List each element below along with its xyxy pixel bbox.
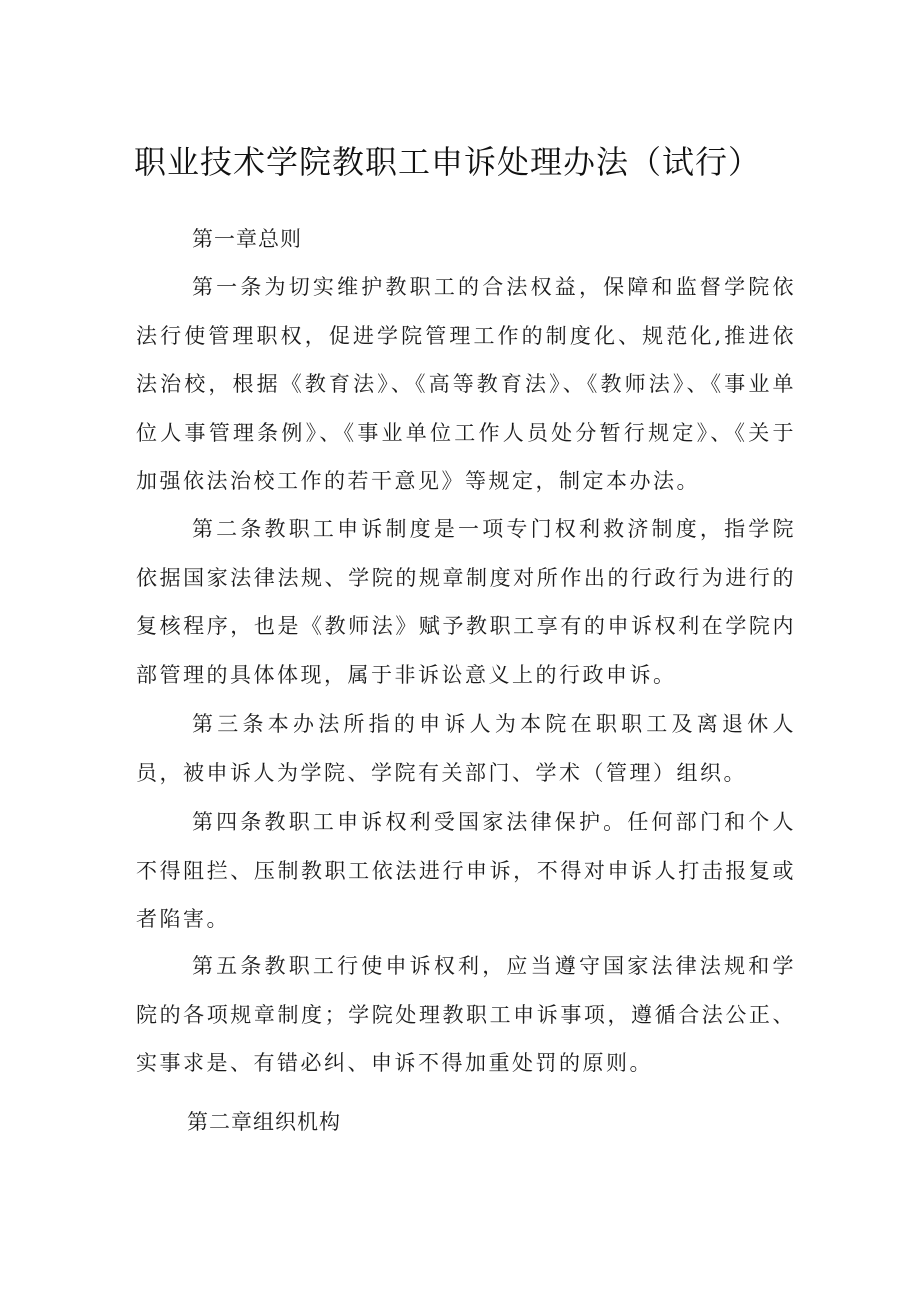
document-title: 职业技术学院教职工申诉处理办法（试行）	[134, 143, 762, 181]
chapter-heading-organization: 第二章组织机构	[187, 1110, 341, 1134]
article-2: 第二条教职工申诉制度是一项专门权利救济制度，指学院依据国家法律法规、学院的规章制度对所作出的行政行为进行的复核程序，也是《教师法》赋予教职工享有的申诉权利在学院内部管理的具体体现，属于非诉讼意义上的行政申诉。	[136, 517, 796, 687]
article-3: 第三条本办法所指的申诉人为本院在职职工及离退休人员，被申诉人为学院、学院有关部门、学术（管理）组织。	[136, 712, 796, 785]
article-1: 第一条为切实维护教职工的合法权益，保障和监督学院依法行使管理职权，促进学院管理工作的制度化、规范化,推进依法治校，根据《教育法》、《高等教育法》、《教师法》、《事业单位人事管理条例》、《事业单位工作人员处分暂行规定》、《关于加强依法治校工作的若干意见》等规定，制定本办法。	[136, 275, 796, 493]
chapter-heading-general: 第一章总则	[192, 227, 302, 251]
article-5: 第五条教职工行使申诉权利，应当遵守国家法律法规和学院的各项规章制度；学院处理教职工申诉事项，遵循合法公正、实事求是、有错必纠、申诉不得加重处罚的原则。	[136, 954, 796, 1075]
article-4: 第四条教职工申诉权利受国家法律保护。任何部门和个人不得阻拦、压制教职工依法进行申诉，不得对申诉人打击报复或者陷害。	[136, 810, 796, 931]
